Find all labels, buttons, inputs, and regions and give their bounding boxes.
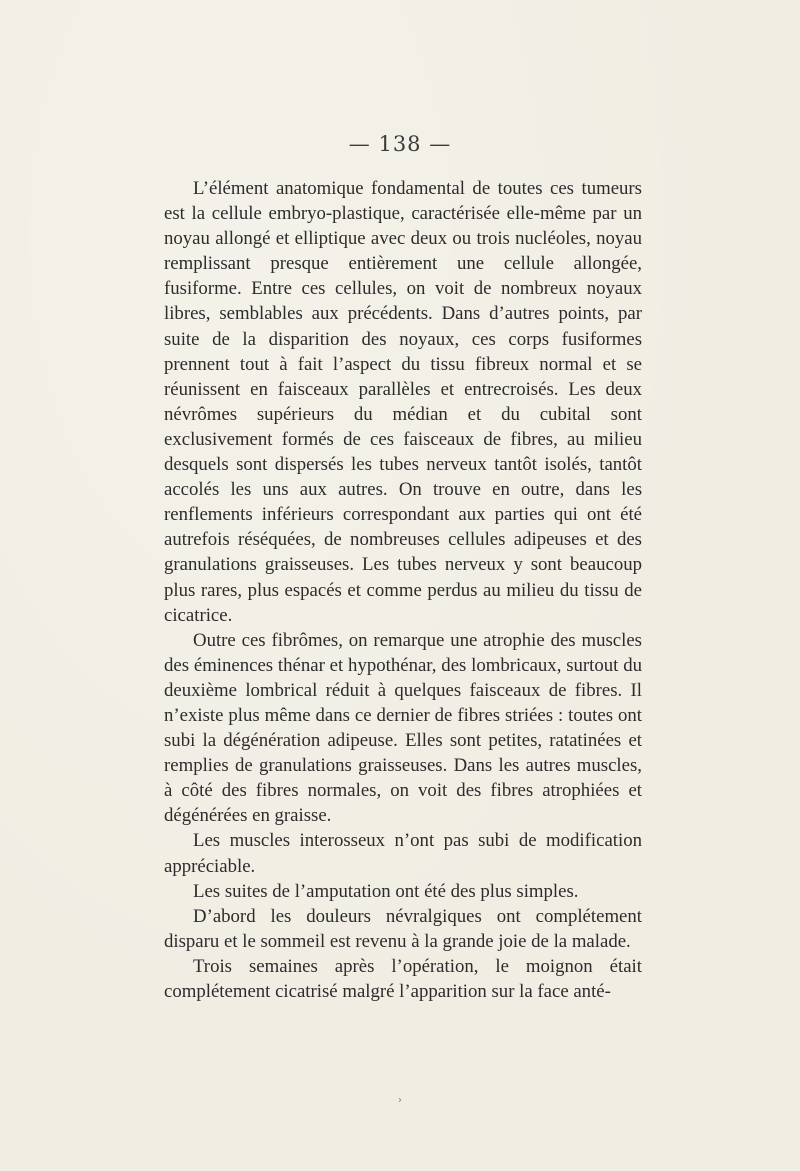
page-number: — 138 — (348, 132, 452, 156)
paragraph-amputation-outcome: Les suites de l’amputation ont été des plus simples. (193, 880, 579, 902)
paragraph-interosseous: Les muscles interosseux n’ont pas subi de modification appréciable. (164, 830, 642, 877)
paragraph-pain-relief: D’abord les douleurs névralgiques ont complétement disparu et le sommeil est revenu à la grande joie de la malade. (164, 905, 642, 952)
paragraph-muscle-atrophy: Outre ces fibrômes, on remarque une atrophie des muscles des éminences thénar et hypothénar, des lombricaux, surtout du deuxième lombrical réduit à quelques faisceaux de fibres. Il n’existe plus même dans ce dernier de fibres striées : toutes ont subi la dégénération adipeuse. Elles sont petites, ratatinées et remplies de granulations graisseuses. Dans les autres muscles, à côté des fibres normales, on voit des fibres atrophiées et dégénérées en graisse. (164, 629, 642, 827)
body-text (164, 176, 642, 1004)
footer-mark: › (398, 1095, 402, 1106)
paragraph-tumor-anatomy: L’élément anatomique fondamental de toutes ces tumeurs est la cellule embryo-plastique, caractérisée elle-même par un noyau allongé et elliptique avec deux ou trois nucléoles, noyau remplissant presque entièrement une cellule allongée, fusiforme. Entre ces cellules, on voit de nombreux noyaux libres, semblables aux précédents. Dans d’autres points, par suite de la disparition des noyaux, ces corps fusiformes prennent tout à fait l’aspect du tissu fibreux normal et se réunissent en faisceaux parallèles et entrecroisés. Les deux névrômes supérieurs du médian et du cubital sont exclusivement formés de ces faisceaux de fibres, au milieu desquels sont dispersés les tubes nerveux tantôt isolés, tantôt accolés les uns aux autres. On trouve en outre, dans les renflements inférieurs correspondant aux parties qui ont été autrefois réséquées, de nombreuses cellules adipeuses et des granulations graisseuses. Les tubes nerveux y sont beaucoup plus rares, plus espacés et comme perdus au milieu du tissu de cicatrice. (164, 178, 642, 626)
paragraph-healing: Trois semaines après l’opération, le moignon était complétement cicatrisé malgré l’apparition sur la face anté- (164, 955, 642, 1002)
